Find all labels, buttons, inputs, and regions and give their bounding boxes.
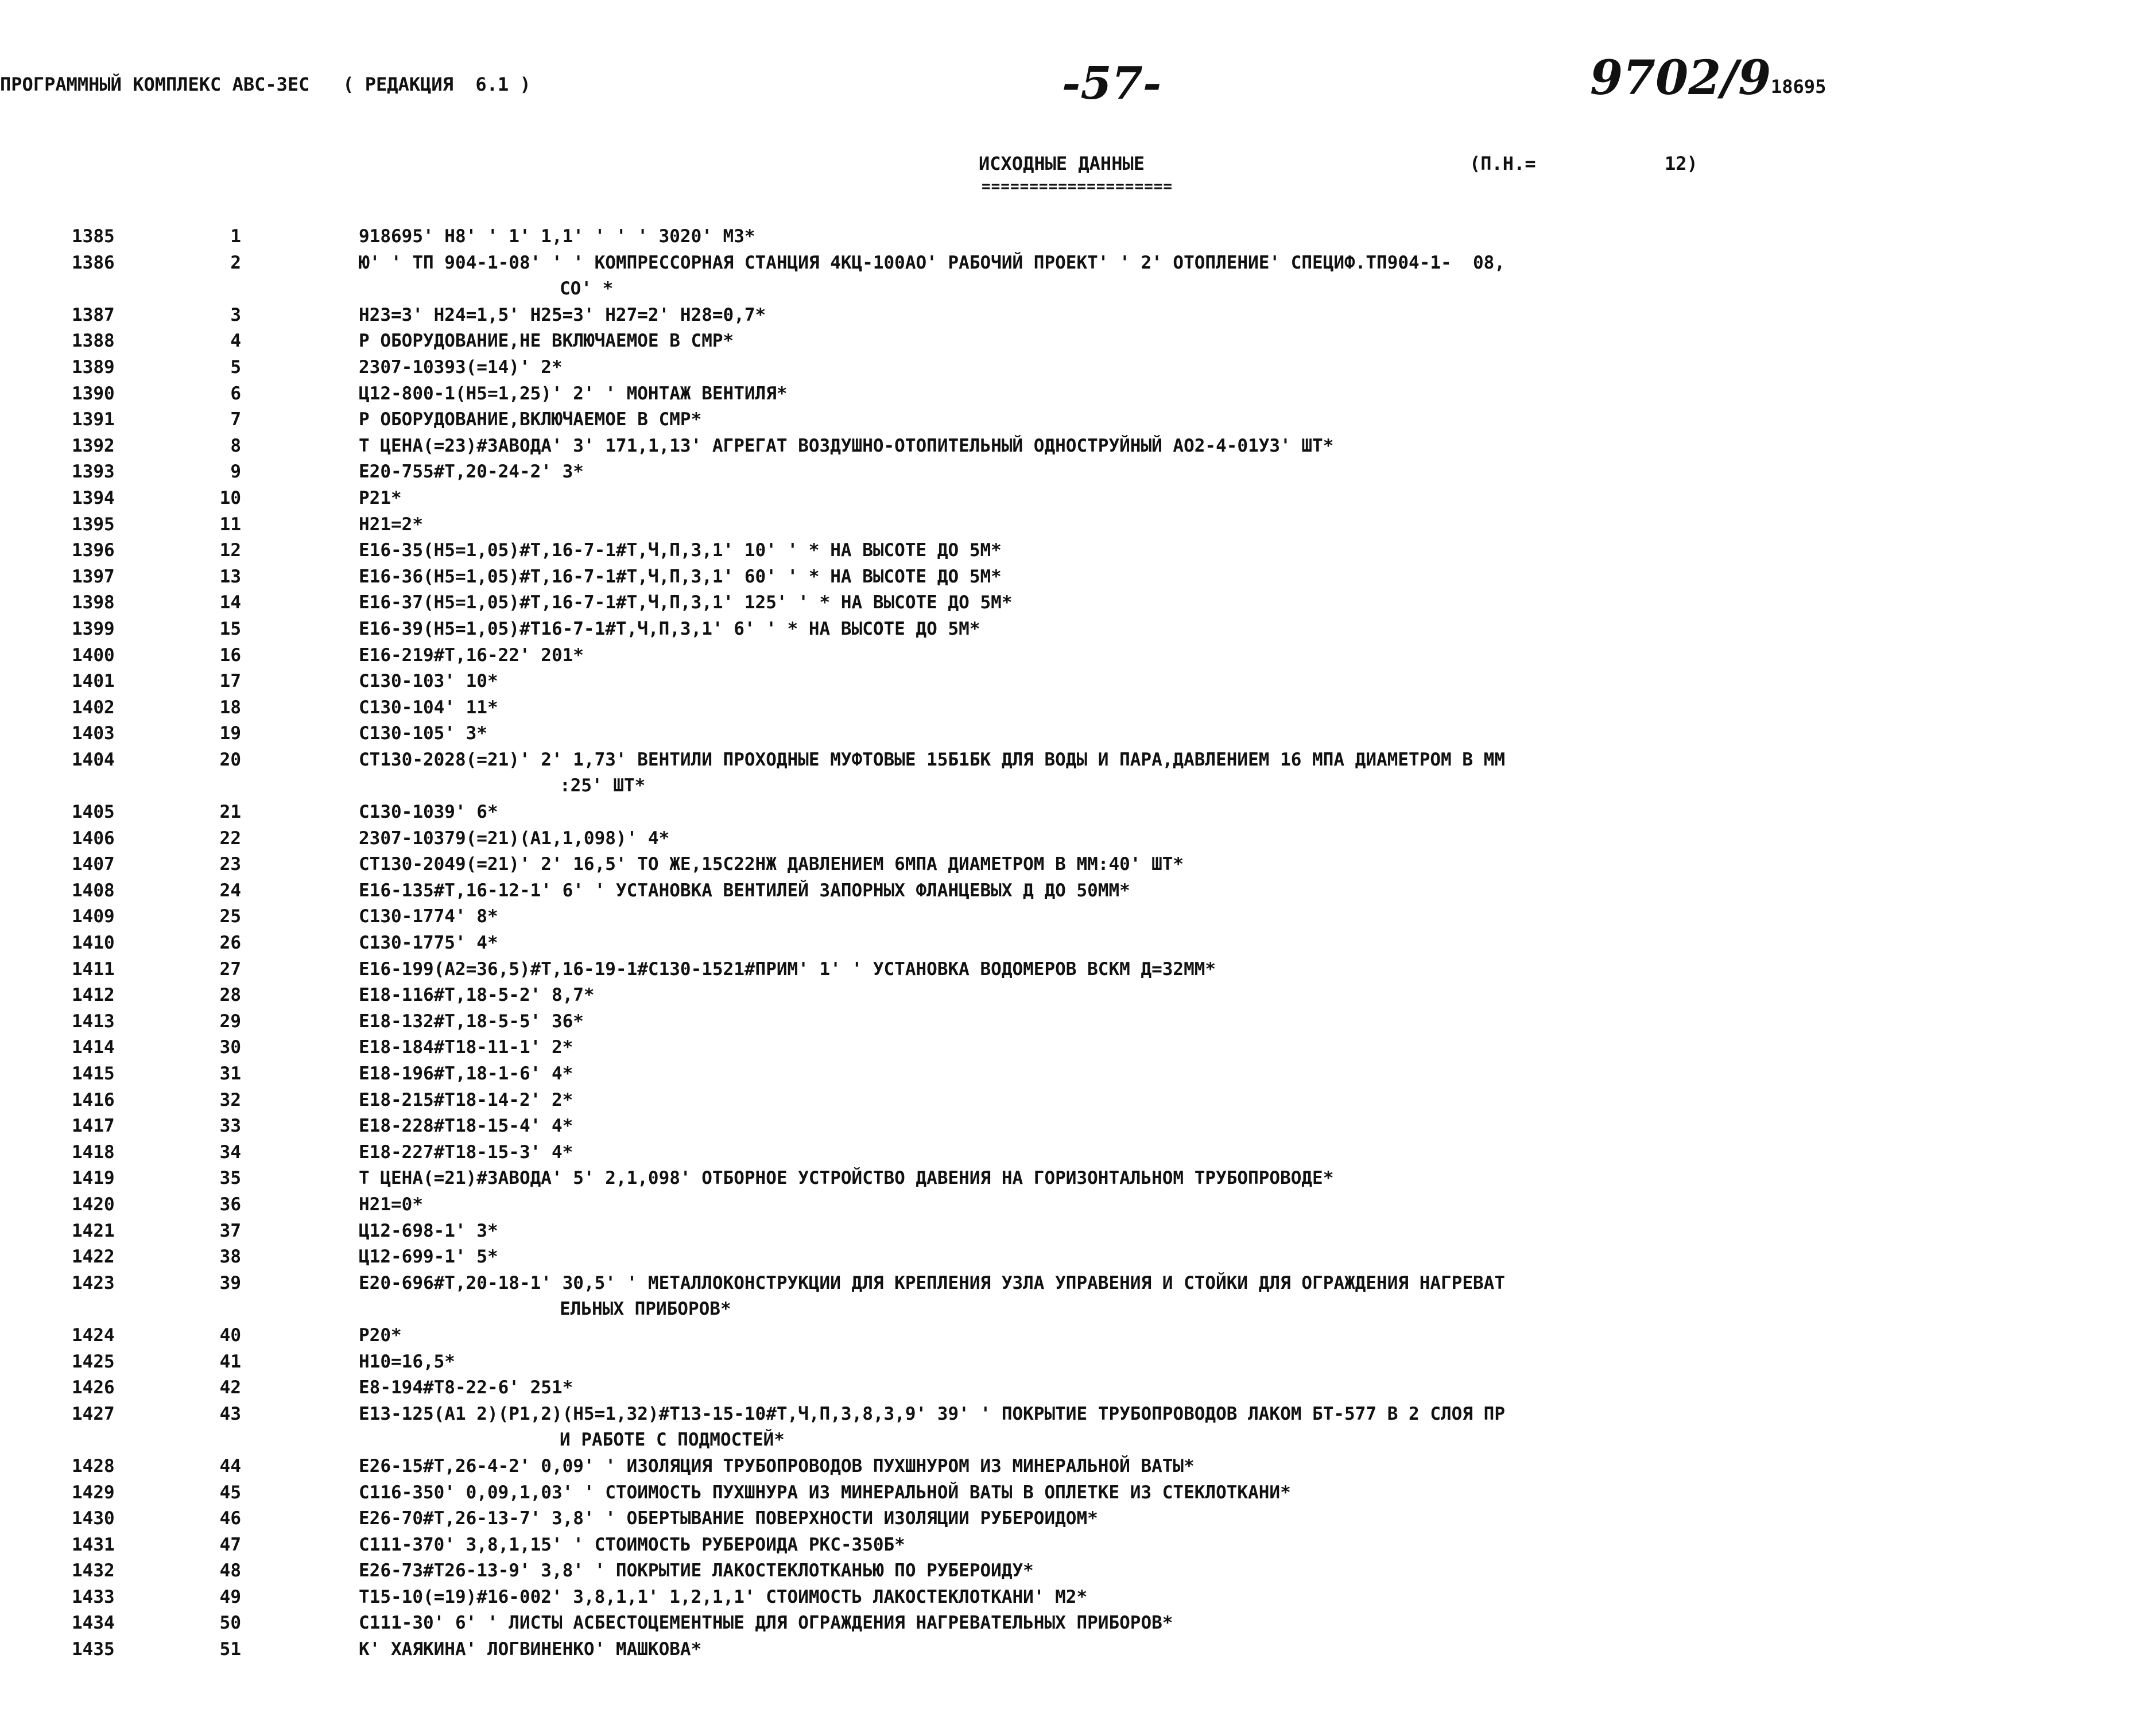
listing-row bbox=[0, 982, 2156, 1009]
item-index: 28 bbox=[219, 985, 241, 1006]
item-index: 26 bbox=[219, 933, 241, 954]
item-index: 44 bbox=[219, 1455, 241, 1477]
line-number: 1420 bbox=[72, 1194, 115, 1215]
line-number: 1406 bbox=[72, 828, 115, 849]
record-text: СТ130-2049(=21)' 2' 16,5' ТО ЖЕ,15С22НЖ ДАВЛЕНИЕМ 6МПА ДИАМЕТРОМ В ММ:40' ШТ* bbox=[359, 854, 1184, 875]
line-number: 1392 bbox=[72, 435, 115, 456]
listing-row bbox=[0, 1218, 2156, 1245]
line-number: 1401 bbox=[72, 671, 115, 692]
listing-row bbox=[0, 512, 2156, 538]
record-text-continuation: И РАБОТЕ С ПОДМОСТЕЙ* bbox=[560, 1429, 785, 1451]
record-text: К' ХАЯКИНА' ЛОГВИНЕНКО' МАШКОВА* bbox=[359, 1639, 702, 1660]
record-text: Е16-219#Т,16-22' 201* bbox=[359, 644, 584, 666]
record-text: СТ130-2028(=21)' 2' 1,73' ВЕНТИЛИ ПРОХОДНЫЕ МУФТОВЫЕ 15Б1БК ДЛЯ ВОДЫ И ПАРА,ДАВЛЕНИЕМ 16 МПА ДИАМЕТРОМ В ММ bbox=[359, 749, 1506, 770]
line-number: 1396 bbox=[72, 540, 115, 561]
section-title-underline: ==================== bbox=[982, 178, 1173, 195]
line-number: 1391 bbox=[72, 409, 115, 430]
record-text: Ц12-698-1' 3* bbox=[359, 1220, 498, 1241]
record-text: С130-105' 3* bbox=[359, 723, 487, 744]
item-index: 13 bbox=[219, 566, 241, 587]
item-index: 18 bbox=[219, 697, 241, 718]
record-text: Е16-199(А2=36,5)#Т,16-19-1#С130-1521#ПРИМ' 1' ' УСТАНОВКА ВОДОМЕРОВ ВСКМ Д=32ММ* bbox=[359, 958, 1216, 980]
line-number: 1404 bbox=[72, 749, 115, 770]
listing-row bbox=[0, 1375, 2156, 1401]
item-index: 23 bbox=[219, 854, 241, 875]
item-index: 6 bbox=[230, 383, 241, 404]
record-text: 2307-10379(=21)(А1,1,098)' 4* bbox=[359, 828, 670, 849]
listing-row bbox=[0, 930, 2156, 957]
item-index: 48 bbox=[219, 1560, 241, 1582]
record-text: Е16-35(Н5=1,05)#Т,16-7-1#Т,Ч,П,3,1' 10' ' * НА ВЫСОТЕ ДО 5М* bbox=[359, 540, 1002, 561]
listing-row bbox=[0, 1035, 2156, 1061]
listing-row bbox=[0, 616, 2156, 643]
listing-row bbox=[0, 1140, 2156, 1166]
line-number: 1429 bbox=[72, 1482, 115, 1503]
line-number: 1414 bbox=[72, 1037, 115, 1058]
record-text: Е16-37(Н5=1,05)#Т,16-7-1#Т,Ч,П,3,1' 125' ' * НА ВЫСОТЕ ДО 5М* bbox=[359, 592, 1013, 613]
section-title: ИСХОДНЫЕ ДАННЫЕ bbox=[979, 153, 1145, 174]
record-text: С116-350' 0,09,1,03' ' СТОИМОСТЬ ПУХШНУРА ИЗ МИНЕРАЛЬНОЙ ВАТЫ В ОПЛЕТКЕ ИЗ СТЕКЛОТКАНИ* bbox=[359, 1482, 1291, 1503]
line-number: 1395 bbox=[72, 514, 115, 535]
listing-row bbox=[0, 1480, 2156, 1506]
record-text: Н21=0* bbox=[359, 1194, 423, 1215]
line-number: 1407 bbox=[72, 854, 115, 875]
item-index: 4 bbox=[230, 331, 241, 352]
record-text: С130-104' 11* bbox=[359, 697, 498, 718]
line-number: 1393 bbox=[72, 461, 115, 483]
listing-row bbox=[0, 224, 2156, 250]
listing-row bbox=[0, 564, 2156, 590]
line-number: 1394 bbox=[72, 487, 115, 508]
record-text: С130-1774' 8* bbox=[359, 906, 498, 927]
line-number: 1433 bbox=[72, 1586, 115, 1607]
listing-row bbox=[0, 1584, 2156, 1611]
listing-row bbox=[0, 1192, 2156, 1218]
line-number: 1427 bbox=[72, 1403, 115, 1424]
item-index: 3 bbox=[230, 304, 241, 325]
line-number: 1418 bbox=[72, 1141, 115, 1163]
item-index: 24 bbox=[219, 880, 241, 901]
listing-row bbox=[0, 1323, 2156, 1349]
listing-row bbox=[0, 1271, 2156, 1323]
record-text: Р21* bbox=[359, 487, 402, 508]
line-number: 1410 bbox=[72, 933, 115, 954]
item-index: 8 bbox=[230, 435, 241, 456]
line-number: 1402 bbox=[72, 697, 115, 718]
record-text: Е20-696#Т,20-18-1' 30,5' ' МЕТАЛЛОКОНСТРУКЦИИ ДЛЯ КРЕПЛЕНИЯ УЗЛА УПРАВЕНИЯ И СТОЙКИ ДЛЯ ОГРАЖДЕНИЯ НАГРЕВАТ bbox=[359, 1272, 1506, 1293]
listing-row bbox=[0, 695, 2156, 721]
record-text: Е18-116#Т,18-5-2' 8,7* bbox=[359, 985, 595, 1006]
item-index: 38 bbox=[219, 1246, 241, 1268]
item-index: 2 bbox=[230, 252, 241, 273]
record-text: Р20* bbox=[359, 1324, 402, 1346]
line-number: 1403 bbox=[72, 723, 115, 744]
line-number: 1434 bbox=[72, 1613, 115, 1634]
listing-row bbox=[0, 1113, 2156, 1140]
line-number: 1421 bbox=[72, 1220, 115, 1241]
item-index: 16 bbox=[219, 644, 241, 666]
pn-value: 12) bbox=[1665, 153, 1698, 174]
item-index: 51 bbox=[219, 1639, 241, 1660]
item-index: 47 bbox=[219, 1534, 241, 1555]
listing-row bbox=[0, 459, 2156, 485]
line-number: 1408 bbox=[72, 880, 115, 901]
line-number: 1430 bbox=[72, 1508, 115, 1529]
line-number: 1426 bbox=[72, 1377, 115, 1398]
listing-row bbox=[0, 643, 2156, 669]
record-text: Е20-755#Т,20-24-2' 3* bbox=[359, 461, 584, 483]
listing-row bbox=[0, 1061, 2156, 1087]
line-number: 1435 bbox=[72, 1639, 115, 1660]
record-text: Е26-70#Т,26-13-7' 3,8' ' ОБЕРТЫВАНИЕ ПОВЕРХНОСТИ ИЗОЛЯЦИИ РУБЕРОИДОМ* bbox=[359, 1508, 1098, 1529]
line-number: 1419 bbox=[72, 1168, 115, 1189]
item-index: 25 bbox=[219, 906, 241, 927]
record-text: Е16-135#Т,16-12-1' 6' ' УСТАНОВКА ВЕНТИЛЕЙ ЗАПОРНЫХ ФЛАНЦЕВЫХ Д ДО 50ММ* bbox=[359, 880, 1130, 901]
code-listing bbox=[0, 224, 2156, 1663]
record-text: С130-103' 10* bbox=[359, 671, 498, 692]
line-number: 1413 bbox=[72, 1011, 115, 1032]
record-text: Е18-215#Т18-14-2' 2* bbox=[359, 1089, 573, 1110]
item-index: 37 bbox=[219, 1220, 241, 1241]
record-text: Е26-73#Т26-13-9' 3,8' ' ПОКРЫТИЕ ЛАКОСТЕКЛОТКАНЬЮ ПО РУБЕРОИДУ* bbox=[359, 1560, 1034, 1582]
item-index: 5 bbox=[230, 356, 241, 378]
record-text: Р ОБОРУДОВАНИЕ,ВКЛЮЧАЕМОЕ В СМР* bbox=[359, 409, 702, 430]
listing-row bbox=[0, 1558, 2156, 1584]
listing-row bbox=[0, 904, 2156, 930]
record-text: Т ЦЕНА(=23)#ЗАВОДА' 3' 171,1,13' АГРЕГАТ ВОЗДУШНО-ОТОПИТЕЛЬНЫЙ ОДНОСТРУЙНЫЙ АО2-4-01У3' ШТ* bbox=[359, 435, 1334, 456]
record-text: Е18-184#Т18-11-1' 2* bbox=[359, 1037, 573, 1058]
item-index: 35 bbox=[219, 1168, 241, 1189]
record-text: Н21=2* bbox=[359, 514, 423, 535]
listing-row bbox=[0, 433, 2156, 460]
item-index: 33 bbox=[219, 1116, 241, 1137]
program-header: ПРОГРАММНЫЙ КОМПЛЕКС АВС-3ЕС ( РЕДАКЦИЯ 6.1 ) bbox=[0, 73, 531, 95]
record-text: Н10=16,5* bbox=[359, 1351, 455, 1372]
line-number: 1387 bbox=[72, 304, 115, 325]
line-number: 1425 bbox=[72, 1351, 115, 1372]
item-index: 43 bbox=[219, 1403, 241, 1424]
line-number: 1389 bbox=[72, 356, 115, 378]
listing-row bbox=[0, 381, 2156, 407]
item-index: 30 bbox=[219, 1037, 241, 1058]
listing-row bbox=[0, 1244, 2156, 1271]
listing-row bbox=[0, 590, 2156, 616]
line-number: 1424 bbox=[72, 1324, 115, 1346]
pn-label: (П.Н.= bbox=[1469, 153, 1536, 174]
listing-row bbox=[0, 1401, 2156, 1454]
item-index: 27 bbox=[219, 958, 241, 980]
listing-row bbox=[0, 485, 2156, 512]
page-number: -57- bbox=[1062, 57, 1162, 110]
listing-row bbox=[0, 799, 2156, 826]
item-index: 12 bbox=[219, 540, 241, 561]
item-index: 21 bbox=[219, 802, 241, 823]
record-text-continuation: :25' ШТ* bbox=[560, 775, 646, 797]
item-index: 17 bbox=[219, 671, 241, 692]
item-index: 9 bbox=[230, 461, 241, 483]
line-number: 1405 bbox=[72, 802, 115, 823]
item-index: 45 bbox=[219, 1482, 241, 1503]
item-index: 10 bbox=[219, 487, 241, 508]
record-text: С130-1039' 6* bbox=[359, 802, 498, 823]
item-index: 42 bbox=[219, 1377, 241, 1398]
record-text: Ц12-699-1' 5* bbox=[359, 1246, 498, 1268]
line-number: 1390 bbox=[72, 383, 115, 404]
record-text: Ц12-800-1(Н5=1,25)' 2' ' МОНТАЖ ВЕНТИЛЯ* bbox=[359, 383, 788, 404]
listing-row bbox=[0, 1506, 2156, 1532]
line-number: 1397 bbox=[72, 566, 115, 587]
line-number: 1400 bbox=[72, 644, 115, 666]
item-index: 1 bbox=[230, 226, 241, 247]
item-index: 11 bbox=[219, 514, 241, 535]
record-text: Е8-194#Т8-22-6' 251* bbox=[359, 1377, 573, 1398]
listing-row bbox=[0, 747, 2156, 799]
line-number: 1398 bbox=[72, 592, 115, 613]
listing-row bbox=[0, 669, 2156, 695]
record-text: Е18-132#Т,18-5-5' 36* bbox=[359, 1011, 584, 1032]
line-number: 1415 bbox=[72, 1063, 115, 1084]
line-number: 1409 bbox=[72, 906, 115, 927]
listing-row bbox=[0, 826, 2156, 852]
line-number: 1422 bbox=[72, 1246, 115, 1268]
listing-row bbox=[0, 957, 2156, 983]
listing-row bbox=[0, 250, 2156, 302]
line-number: 1411 bbox=[72, 958, 115, 980]
listing-row bbox=[0, 407, 2156, 433]
listing-row bbox=[0, 852, 2156, 878]
item-index: 36 bbox=[219, 1194, 241, 1215]
record-text: С130-1775' 4* bbox=[359, 933, 498, 954]
listing-row bbox=[0, 302, 2156, 329]
record-text-continuation: СО' * bbox=[560, 278, 614, 300]
line-number: 1385 bbox=[72, 226, 115, 247]
record-text: Е18-228#Т18-15-4' 4* bbox=[359, 1116, 573, 1137]
record-text-continuation: ЕЛЬНЫХ ПРИБОРОВ* bbox=[560, 1299, 731, 1320]
listing-row bbox=[0, 1349, 2156, 1376]
record-text: Е16-36(Н5=1,05)#Т,16-7-1#Т,Ч,П,3,1' 60' ' * НА ВЫСОТЕ ДО 5М* bbox=[359, 566, 1002, 587]
item-index: 41 bbox=[219, 1351, 241, 1372]
listing-row bbox=[0, 328, 2156, 355]
record-text: Р ОБОРУДОВАНИЕ,НЕ ВКЛЮЧАЕМОЕ В СМР* bbox=[359, 331, 734, 352]
record-text: Т15-10(=19)#16-002' 3,8,1,1' 1,2,1,1' СТОИМОСТЬ ЛАКОСТЕКЛОТКАНИ' М2* bbox=[359, 1586, 1088, 1607]
record-text: Е16-39(Н5=1,05)#Т16-7-1#Т,Ч,П,3,1' 6' ' * НА ВЫСОТЕ ДО 5М* bbox=[359, 618, 980, 639]
listing-row bbox=[0, 1087, 2156, 1114]
item-index: 7 bbox=[230, 409, 241, 430]
line-number: 1412 bbox=[72, 985, 115, 1006]
record-text: Е18-227#Т18-15-3' 4* bbox=[359, 1141, 573, 1163]
record-text: С111-370' 3,8,1,15' ' СТОИМОСТЬ РУБЕРОИДА РКС-350Б* bbox=[359, 1534, 905, 1555]
line-number: 1417 bbox=[72, 1116, 115, 1137]
document-code: 18695 bbox=[1771, 76, 1827, 98]
record-text: Е26-15#Т,26-4-2' 0,09' ' ИЗОЛЯЦИЯ ТРУБОПРОВОДОВ ПУХШНУРОМ ИЗ МИНЕРАЛЬНОЙ ВАТЫ* bbox=[359, 1455, 1195, 1477]
line-number: 1399 bbox=[72, 618, 115, 639]
item-index: 50 bbox=[219, 1613, 241, 1634]
listing-row bbox=[0, 1532, 2156, 1559]
item-index: 32 bbox=[219, 1089, 241, 1110]
line-number: 1431 bbox=[72, 1534, 115, 1555]
listing-row bbox=[0, 1454, 2156, 1480]
listing-row bbox=[0, 355, 2156, 381]
record-text: Н23=3' Н24=1,5' Н25=3' Н27=2' Н28=0,7* bbox=[359, 304, 766, 325]
line-number: 1432 bbox=[72, 1560, 115, 1582]
item-index: 46 bbox=[219, 1508, 241, 1529]
record-text: Е13-125(А1 2)(Р1,2)(Н5=1,32)#Т13-15-10#Т,Ч,П,3,8,3,9' 39' ' ПОКРЫТИЕ ТРУБОПРОВОДОВ ЛАКОМ БТ-577 В 2 СЛОЯ ПР bbox=[359, 1403, 1506, 1424]
listing-row bbox=[0, 1009, 2156, 1035]
listing-row bbox=[0, 1166, 2156, 1192]
record-text: 918695' Н8' ' 1' 1,1' ' ' ' 3020' М3* bbox=[359, 226, 755, 247]
document-number: 9702/9 bbox=[1590, 50, 1771, 106]
item-index: 40 bbox=[219, 1324, 241, 1346]
item-index: 20 bbox=[219, 749, 241, 770]
item-index: 39 bbox=[219, 1272, 241, 1293]
item-index: 29 bbox=[219, 1011, 241, 1032]
item-index: 31 bbox=[219, 1063, 241, 1084]
record-text: Ю' ' ТП 904-1-08' ' ' КОМПРЕССОРНАЯ СТАНЦИЯ 4КЦ-100АО' РАБОЧИЙ ПРОЕКТ' ' 2' ОТОПЛЕНИЕ' СПЕЦИФ.ТП904-1- 08, bbox=[359, 252, 1506, 273]
record-text: 2307-10393(=14)' 2* bbox=[359, 356, 563, 378]
listing-row bbox=[0, 721, 2156, 747]
item-index: 19 bbox=[219, 723, 241, 744]
listing-row bbox=[0, 538, 2156, 564]
item-index: 15 bbox=[219, 618, 241, 639]
item-index: 22 bbox=[219, 828, 241, 849]
listing-row bbox=[0, 878, 2156, 904]
item-index: 34 bbox=[219, 1141, 241, 1163]
line-number: 1388 bbox=[72, 331, 115, 352]
item-index: 14 bbox=[219, 592, 241, 613]
record-text: Е18-196#Т,18-1-6' 4* bbox=[359, 1063, 573, 1084]
item-index: 49 bbox=[219, 1586, 241, 1607]
record-text: С111-30' 6' ' ЛИСТЫ АСБЕСТОЦЕМЕНТНЫЕ ДЛЯ ОГРАЖДЕНИЯ НАГРЕВАТЕЛЬНЫХ ПРИБОРОВ* bbox=[359, 1613, 1173, 1634]
line-number: 1386 bbox=[72, 252, 115, 273]
line-number: 1428 bbox=[72, 1455, 115, 1477]
line-number: 1416 bbox=[72, 1089, 115, 1110]
record-text: Т ЦЕНА(=21)#ЗАВОДА' 5' 2,1,098' ОТБОРНОЕ УСТРОЙСТВО ДАВЕНИЯ НА ГОРИЗОНТАЛЬНОМ ТРУБОПРОВОДЕ* bbox=[359, 1168, 1334, 1189]
line-number: 1423 bbox=[72, 1272, 115, 1293]
listing-row bbox=[0, 1637, 2156, 1663]
listing-row bbox=[0, 1610, 2156, 1637]
